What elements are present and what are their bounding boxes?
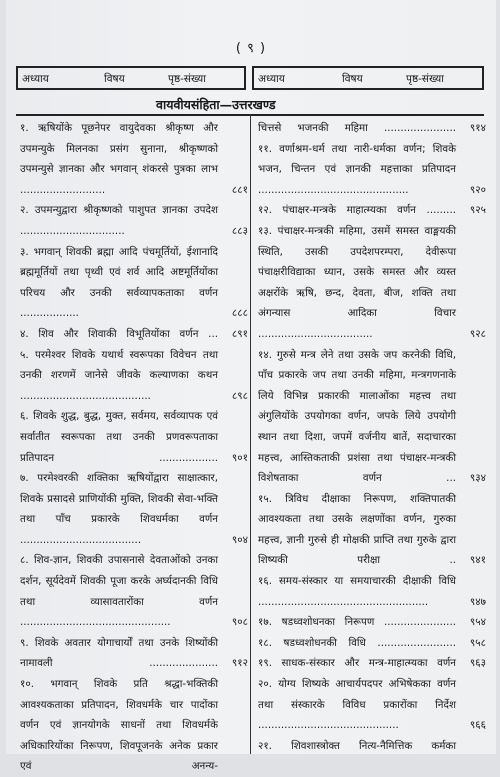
toc-entry-page: ९२० — [469, 183, 486, 196]
toc-entry-page: ८८१ — [231, 183, 248, 196]
header-page-count: पृष्ठ-संख्या — [168, 73, 206, 85]
toc-entry-text: ७. परमेश्वरकी शक्तिका ऋषियोंद्वारा साक्षात्कार, शिवके प्रसादसे प्राणियोंकी मुक्ति, शिवकी सेवा-भक्ति तथा पाँच प्रकारके शिवधर्मका वर्णन ..................................... — [20, 472, 218, 546]
header-chapter: अध्याय — [22, 73, 49, 85]
toc-entry-text: १६. समय-संस्कार या समयाचारकी दीक्षाकी विधि .................................................... — [258, 575, 456, 608]
toc-entry — [20, 242, 248, 324]
toc-entry-text: २०. योग्य शिष्यके आचार्यपदपर अभिषेकका वर्णन तथा संस्कारके विविध प्रकारोंका निर्देश ........................................... — [258, 678, 456, 732]
toc-entry — [20, 118, 248, 200]
toc-entry-text: ६. शिवके शुद्ध, बुद्ध, मुक्त, सर्वमय, सर्वव्यापक एवं सर्वातीत स्वरूपका तथा उनकी प्रणवरूपताका प्रतिपादन .................. — [20, 410, 218, 464]
toc-entry-text: ९. शिवके अवतार योगाचार्यों तथा उनके शिष्योंकी नामावली ..................... — [20, 636, 218, 670]
toc-entry-page: ८८३ — [231, 224, 248, 237]
toc-entry-text: २. उपमन्युद्वारा श्रीकृष्णको पाशुपत ज्ञानका उपदेश ................................ — [20, 204, 218, 237]
toc-entry-page: ९१२ — [231, 657, 248, 670]
toc-entry-text: १. ऋषियोंके पूछनेपर वायुदेवका श्रीकृष्ण और उपमन्युके मिलनका प्रसंग सुनाना, श्रीकृष्णको उपमन्युसे ज्ञानका और भगवान् शंकरसे पुत्रका लाभ .......................... — [20, 122, 218, 196]
toc-entry — [258, 118, 486, 139]
toc-entry-page: ९३४ — [469, 472, 486, 485]
toc-entry-text: ४. शिव और शिवाकी विभूतियोंका वर्णन ... — [20, 327, 218, 340]
toc-entry-text: १४. गुरुसे मन्त्र लेने तथा उसके जप करनेकी विधि, पाँच प्रकारके जप तथा उनकी महिमा, मन्त्रगणनाके लिये विभिन्न प्रकारकी मालाओंका महत्त्व तथा अंगुलियोंके उपयोगका वर्णन, जपके लिये उपयोगी स्थान तथा दिशा, जपमें वर्जनीय बातें, सदाचारका महत्त्व, आस्तिकताकी प्रशंसा तथा पंचाक्षर-मन्त्रकी विशेषताका वर्णन ... — [258, 348, 456, 485]
toc-entry-text: १२. पंचाक्षर-मन्त्रके माहात्म्यका वर्णन ......... — [258, 204, 456, 217]
toc-entry-text: ३. भगवान् शिवकी ब्रह्मा आदि पंचमूर्तियों, ईशानादि ब्रह्ममूर्तियों तथा पृथ्वी एवं शर्व आदि अष्टमूर्तियोंका परिचय और उनकी सर्वव्यापकताका वर्णन .................. — [20, 245, 218, 320]
toc-entry — [258, 674, 486, 736]
section-title: वायवीयसंहिता—उत्तरखण्ड — [156, 97, 276, 112]
toc-entry — [20, 674, 248, 777]
toc-entry — [20, 406, 248, 468]
toc-entry-page: ९६६ — [469, 719, 486, 732]
toc-entry-page: ९४७ — [469, 595, 486, 608]
toc-left-column — [20, 118, 248, 777]
toc-entry-text: १३. पंचाक्षर-मन्त्रकी महिमा, उसमें समस्त वाङ्मयकी स्थिति, उसकी उपदेशपरम्परा, देवीरूपा पंचाक्षरीविद्याका ध्यान, उसके समस्त और व्यस्त अक्षरोंके ऋषि, छन्द, देवता, बीज, शक्ति तथा अंगन्यास आदिका विचार ................................... — [258, 224, 456, 340]
toc-entry-text: चित्तसे भजनकी महिमा ...................... — [258, 122, 456, 134]
toc-entry — [20, 324, 248, 345]
toc-right-column — [258, 118, 486, 756]
toc-entry-page: ८९१ — [231, 327, 248, 340]
toc-entry-page: ९२५ — [469, 204, 486, 217]
toc-entry — [20, 468, 248, 550]
toc-entry — [20, 633, 248, 674]
header-chapter: अध्याय — [258, 73, 285, 85]
toc-entry-page: ९५४ — [469, 616, 486, 629]
toc-entry-page: ९६३ — [469, 657, 486, 670]
toc-entry-text: ११. वर्णाश्रम-धर्म तथा नारी-धर्मका वर्णन; शिवके भजन, चिन्तन एवं ज्ञानकी महत्ताका प्रतिपादन .............................................. — [258, 142, 456, 196]
toc-entry-page: ९२८ — [469, 327, 486, 340]
toc-entry-text: ५. परमेश्वर शिवके यथार्थ स्वरूपका विवेचन तथा उनकी शरणमें जानेसे जीवके कल्याणका कथन ........................................ — [20, 348, 218, 402]
table-header-right — [252, 66, 484, 90]
toc-entry-text: १०. भगवान् शिवके प्रति श्रद्धा-भक्तिकी आवश्यकताका प्रतिपादन, शिवधर्मके चार पादोंका वर्णन एवं ज्ञानयोगके साधनों तथा शिवधर्मके अधिकारियोंका निरूपण, शिवपूजनके अनेक प्रकार एवं अनन्य- — [20, 678, 218, 773]
toc-entry — [258, 221, 486, 345]
toc-entry — [258, 139, 486, 201]
toc-entry — [20, 550, 248, 632]
header-subject: विषय — [104, 73, 125, 85]
toc-entry-page: ८८८ — [231, 307, 248, 320]
toc-entry — [258, 571, 486, 612]
toc-entry-text: २१. शिवशास्त्रोक्त नित्य-नैमित्तिक कर्मका — [258, 739, 456, 752]
toc-entry-page: ९०४ — [231, 533, 248, 546]
header-subject: विषय — [342, 73, 363, 85]
toc-entry-page: ९१४ — [469, 122, 486, 134]
toc-entry — [258, 612, 486, 633]
toc-entry-text: १५. त्रिविध दीक्षाका निरूपण, शक्तिपातकी आवश्यकता तथा उसके लक्षणोंका वर्णन, गुरुका महत्त्व, ज्ञानी गुरुसे ही मोक्षकी प्राप्ति तथा गुरुके द्वारा शिष्यकी परीक्षा .. — [258, 492, 456, 567]
toc-entry-page: ९५८ — [469, 636, 486, 649]
toc-entry-text: १९. साधक-संस्कार और मन्त्र-माहात्म्यका वर्णन — [258, 657, 456, 670]
toc-entry-text: ८. शिव-ज्ञान, शिवकी उपासनासे देवताओंको उनका दर्शन, सूर्यदेवमें शिवकी पूजा करके अर्घ्यदानकी विधि तथा व्यासावतारोंका वर्णन .............................................. — [20, 554, 218, 629]
toc-entry-page: ९०८ — [231, 616, 248, 629]
toc-entry — [20, 345, 248, 407]
toc-entry-page: ८९८ — [231, 389, 248, 402]
toc-entry — [258, 345, 486, 489]
toc-entry — [258, 200, 486, 221]
column-divider — [250, 114, 251, 754]
toc-entry-text: १७. षडध्वशोधनका निरूपण ...................... — [258, 616, 456, 629]
toc-entry-text: १८. षडध्वशोधनकी विधि ........................ — [258, 636, 456, 649]
toc-entry — [258, 633, 486, 654]
page-number: ( ९ ) — [235, 41, 267, 56]
toc-entry — [258, 736, 486, 757]
book-page — [6, 0, 496, 773]
toc-entry-page: ९४१ — [469, 554, 486, 567]
header-page-count: पृष्ठ-संख्या — [406, 73, 444, 85]
toc-entry — [258, 489, 486, 571]
toc-entry-page: ९०१ — [231, 451, 248, 464]
toc-entry — [20, 200, 248, 241]
toc-entry — [258, 653, 486, 674]
table-header-left — [16, 66, 246, 90]
